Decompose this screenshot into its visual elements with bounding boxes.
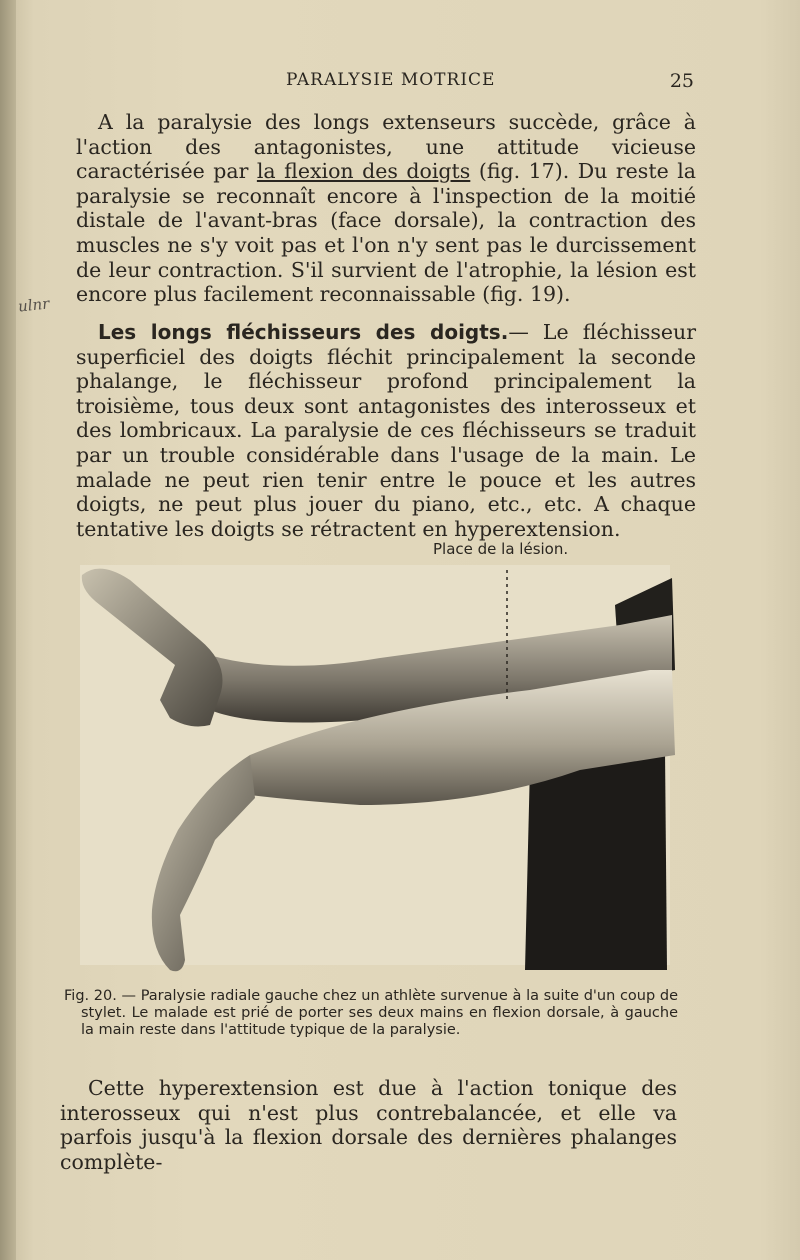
paragraph-text: — Le fléchisseur superficiel des doigts fléchit principalement la seconde phalange, le fléchisseur profond principalement la troisième, tous deux sont antagonistes des interosseux et des lombricaux. La paralysie de ces fléchisseurs se traduit par un trouble considérable dans l'usage de la main. Le malade ne peut rien tenir entre le pouce et les autres doigts, ne peut plus jouer du piano, etc., etc. A chaque tentative les doigts se rétractent en hyperextension. xyxy=(76,320,697,541)
section-heading: Les longs fléchisseurs des doigts. xyxy=(98,320,509,344)
running-title: PARALYSIE MOTRICE xyxy=(286,70,496,90)
handwritten-margin-note: ulnr xyxy=(17,294,51,316)
figure-caption xyxy=(64,988,678,1039)
caption-text: — Paralysie radiale gauche chez un athlète survenue à la suite d'un coup de stylet. Le malade est prié de porter ses deux mains en flexion dorsale, à gauche la main reste dans l'attitude typique de la paralysie. xyxy=(81,988,678,1038)
paragraph-hyperextension xyxy=(60,1076,677,1174)
paragraph-text: A la paralysie des longs extenseurs succède, grâce à l'action des antagonistes, une attitude vicieuse caractérisée par xyxy=(76,110,696,184)
arms-photograph xyxy=(60,530,700,980)
paragraph-text: Cette hyperextension est due à l'action tonique des interosseux qui n'est plus contrebalancée, et elle va parfois jusqu'à la flexion dorsale des dernières phalanges complète- xyxy=(60,1076,677,1174)
page-number: 25 xyxy=(669,70,694,92)
paragraph-extensors xyxy=(76,110,696,307)
underlined-phrase: la flexion des doigts xyxy=(256,159,471,184)
figure-label-lesion: Place de la lésion. xyxy=(433,540,569,558)
book-spine-shadow xyxy=(0,0,16,1260)
caption-number: Fig. 20. xyxy=(64,988,117,1004)
figure-photo xyxy=(60,530,700,980)
running-header xyxy=(60,70,696,96)
paragraph-flexors xyxy=(76,320,696,541)
paragraph-text-continued: (fig. 17). Du reste la paralysie se reconnaît encore à l'inspection de la moitié distale de l'avant-bras (face dorsale), la contraction des muscles ne s'y voit pas et l'on n'y sent pas le durcissement de leur contraction. S'il survient de l'atrophie, la lésion est encore plus facilement reconnaissable (fig. 19). xyxy=(76,159,696,307)
